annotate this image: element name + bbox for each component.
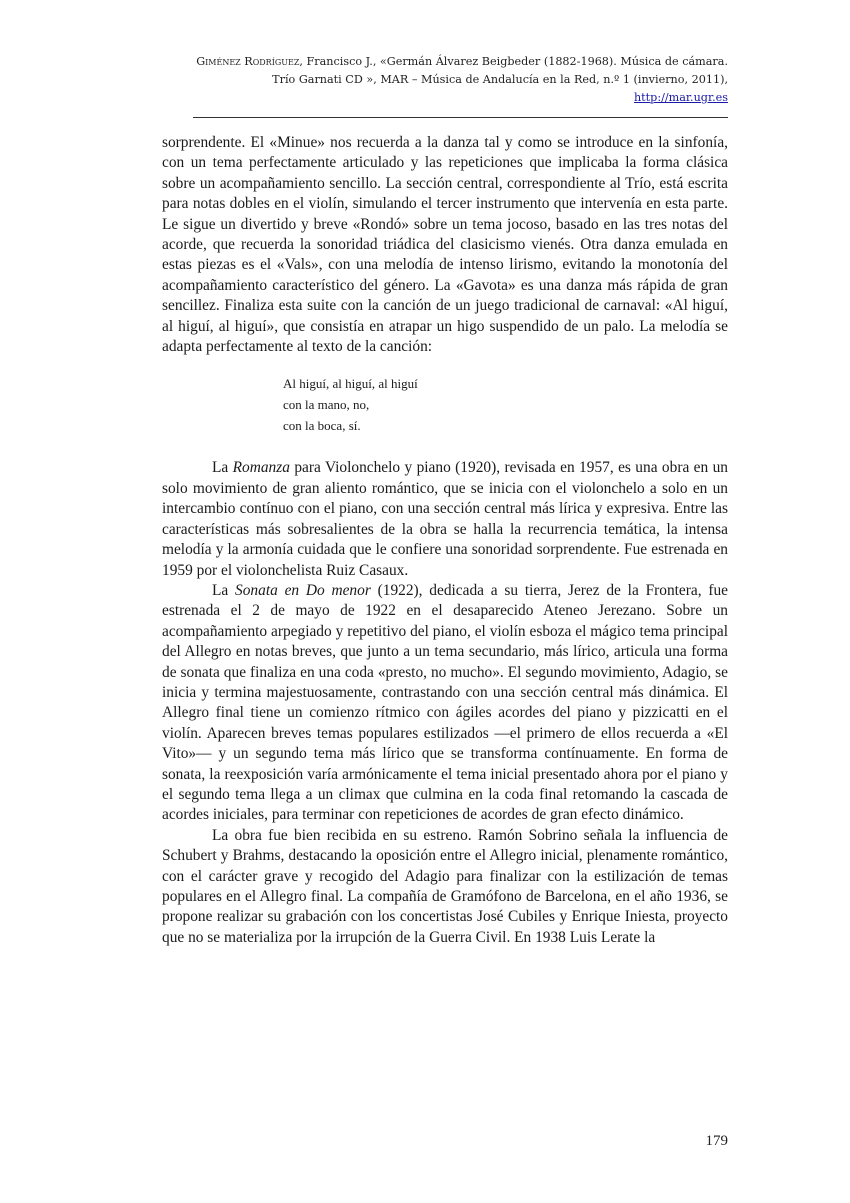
- header-line-2: Trío Garnati CD », MAR – Música de Andalucía en la Red, n.º 1 (invierno, 2011),: [272, 73, 728, 86]
- verse-line-2: con la mano, no,: [283, 397, 370, 413]
- header-author: Giménez Rodríguez: [196, 55, 300, 68]
- paragraph-2-text: para Violonchelo y piano (1920), revisada en 1957, es una obra en un solo movimiento de gran aliento romántico, que se inicia con el violonchelo a solo en un intercambio contínuo con el piano, con una sección central más lírica y expresiva. Entre las características más sobresalientes de la obra se halla la recurrencia temática, la intensa melodía y la armonía cuidada que le confiere una sonoridad sorprendente. Fue estrenada en 1959 por el violonchelista Ruiz Casaux.: [162, 459, 728, 579]
- header-url-link[interactable]: http://mar.ugr.es: [633, 91, 728, 104]
- header-line-1: [150, 53, 728, 71]
- paragraph-3-text: (1922), dedicada a su tierra, Jerez de la Frontera, fue estrenada el 2 de mayo de 1922 en el desaparecido Ateneo Jerezano. Sobre un acompañamiento arpegiado y repetitivo del piano, el violín esboza el mágico tema principal del Allegro en notas breves, que junto a un tema secundario, más lírico, articula una forma de sonata que finaliza en una coda «presto, no mucho». El segundo movimiento, Adagio, se inicia y termina majestuosamente, contrastando con una sección central más dinámica. El Allegro final tiene un comienzo rítmico con ágiles acordes del piano y pizzicatti en el violín. Aparecen breves temas populares estilizados —el primero de ellos recuerda a «El Vito»— y un segundo tema más lírico que se transforma contínuamente. En forma de sonata, la reexposición varía armónicamente el tema inicial presentado ahora por el piano y el segundo tema llega a un climax que culmina en la coda final retomando la cascada de acordes iniciales, para terminar con repeticiones de acordes de gran efecto dinámico.: [162, 581, 728, 824]
- paragraph-3-start: La: [212, 581, 236, 599]
- paragraph-2-start: La: [212, 459, 233, 477]
- body-text: [162, 133, 728, 948]
- work-title-sonata: Sonata en Do menor: [235, 581, 371, 599]
- verse-line-3: con la boca, sí.: [283, 418, 361, 434]
- verse-line-1: Al higuí, al higuí, al higuí: [283, 376, 418, 392]
- header-citation-1: , Francisco J., «Germán Álvarez Beigbeder (1882-1968). Música de cámara.: [299, 55, 728, 68]
- header-line-3: [150, 89, 728, 107]
- paragraph-3: [162, 581, 728, 826]
- paragraph-4: La obra fue bien recibida en su estreno. Ramón Sobrino señala la influencia de Schubert y Brahms, destacando la oposición entre el Allegro inicial, plenamente romántico, con el carácter grave y recogido del Adagio para finalizar con la estilización de temas populares en el Allegro final. La compañía de Gramófono de Barcelona, en el año 1936, se propone realizar su grabación con los concertistas José Cubiles y Enrique Iniesta, proyecto que no se materializa por la irrupción de la Guerra Civil. En 1938 Luis Lerate la: [162, 826, 728, 946]
- header-rule: [193, 117, 728, 118]
- paragraph-1: sorprendente. El «Minue» nos recuerda a la danza tal y como se introduce en la sinfonía, con un tema perfectamente articulado y las repeticiones que implicaba la forma clásica sobre un acompañamiento sencillo. La sección central, correspondiente al Trío, está escrita para notas dobles en el violín, simulando el tercer instrumento que intervenía en esta parte. Le sigue un divertido y breve «Rondó» sobre un tema jocoso, basado en las tres notas del acorde, que recuerda la sonoridad triádica del clasicismo vienés. Otra danza emulada en estas piezas es el «Vals», con una melodía de intenso lirismo, evitando la monotonía del acompañamiento característico del género. La «Gavota» es una danza más rápida de gran sencillez. Finaliza esta suite con la canción de un juego tradicional de carnaval: «Al higuí, al higuí, al higuí», que consistía en atrapar un higo suspendido de un palo. La melodía se adapta perfectamente al texto de la canción:: [162, 134, 728, 356]
- page-number: 179: [705, 1133, 728, 1149]
- paragraph-2: [162, 458, 728, 580]
- work-title-romanza: Romanza: [232, 459, 290, 477]
- running-header: [150, 53, 728, 107]
- verse-quote: [283, 373, 728, 436]
